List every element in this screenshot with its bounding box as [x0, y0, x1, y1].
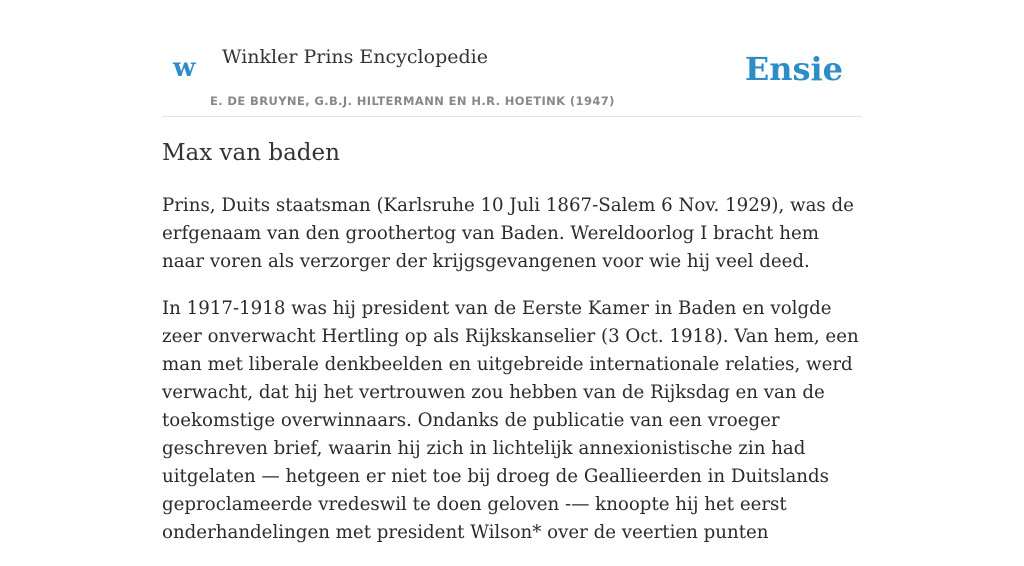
ensie-logo[interactable]: Ensie [744, 50, 843, 88]
site-header [162, 0, 862, 117]
publication-logo-icon[interactable]: w [173, 53, 196, 83]
article-title: Max van baden [162, 140, 340, 166]
article-paragraph: In 1917-1918 was hij president van de Eerste Kamer in Baden en volgde zeer onverwacht Hertling op als Rijkskanselier (3 Oct. 1918). Van hem, een man met liberale denkbeelden en uitgebreide internationale relaties, werd verwacht, dat hij het vertrouwen zou hebben van de Rijksdag en van de toekomstige overwinnaars. Ondanks de publicatie van een vroeger geschreven brief, waarin hij zich in lichtelijk annexionistische zin had uitgelaten — hetgeen er niet toe bij droeg de Geallieerden in Duitslands geproclameerde vredeswil te doen geloven -— knoopte hij het eerst onderhandelingen met president Wilson* over de veertien punten [162, 298, 859, 543]
publication-authors: E. DE BRUYNE, G.B.J. HILTERMANN EN H.R. HOETINK (1947) [210, 94, 615, 108]
publication-title[interactable]: Winkler Prins Encyclopedie [222, 46, 488, 68]
article-body [162, 192, 862, 566]
article-paragraph: Prins, Duits staatsman (Karlsruhe 10 Juli 1867-Salem 6 Nov. 1929), was de erfgenaam van den groothertog van Baden. Wereldoorlog I bracht hem naar voren als verzorger der krijgsgevangenen voor wie hij veel deed. [162, 195, 854, 272]
